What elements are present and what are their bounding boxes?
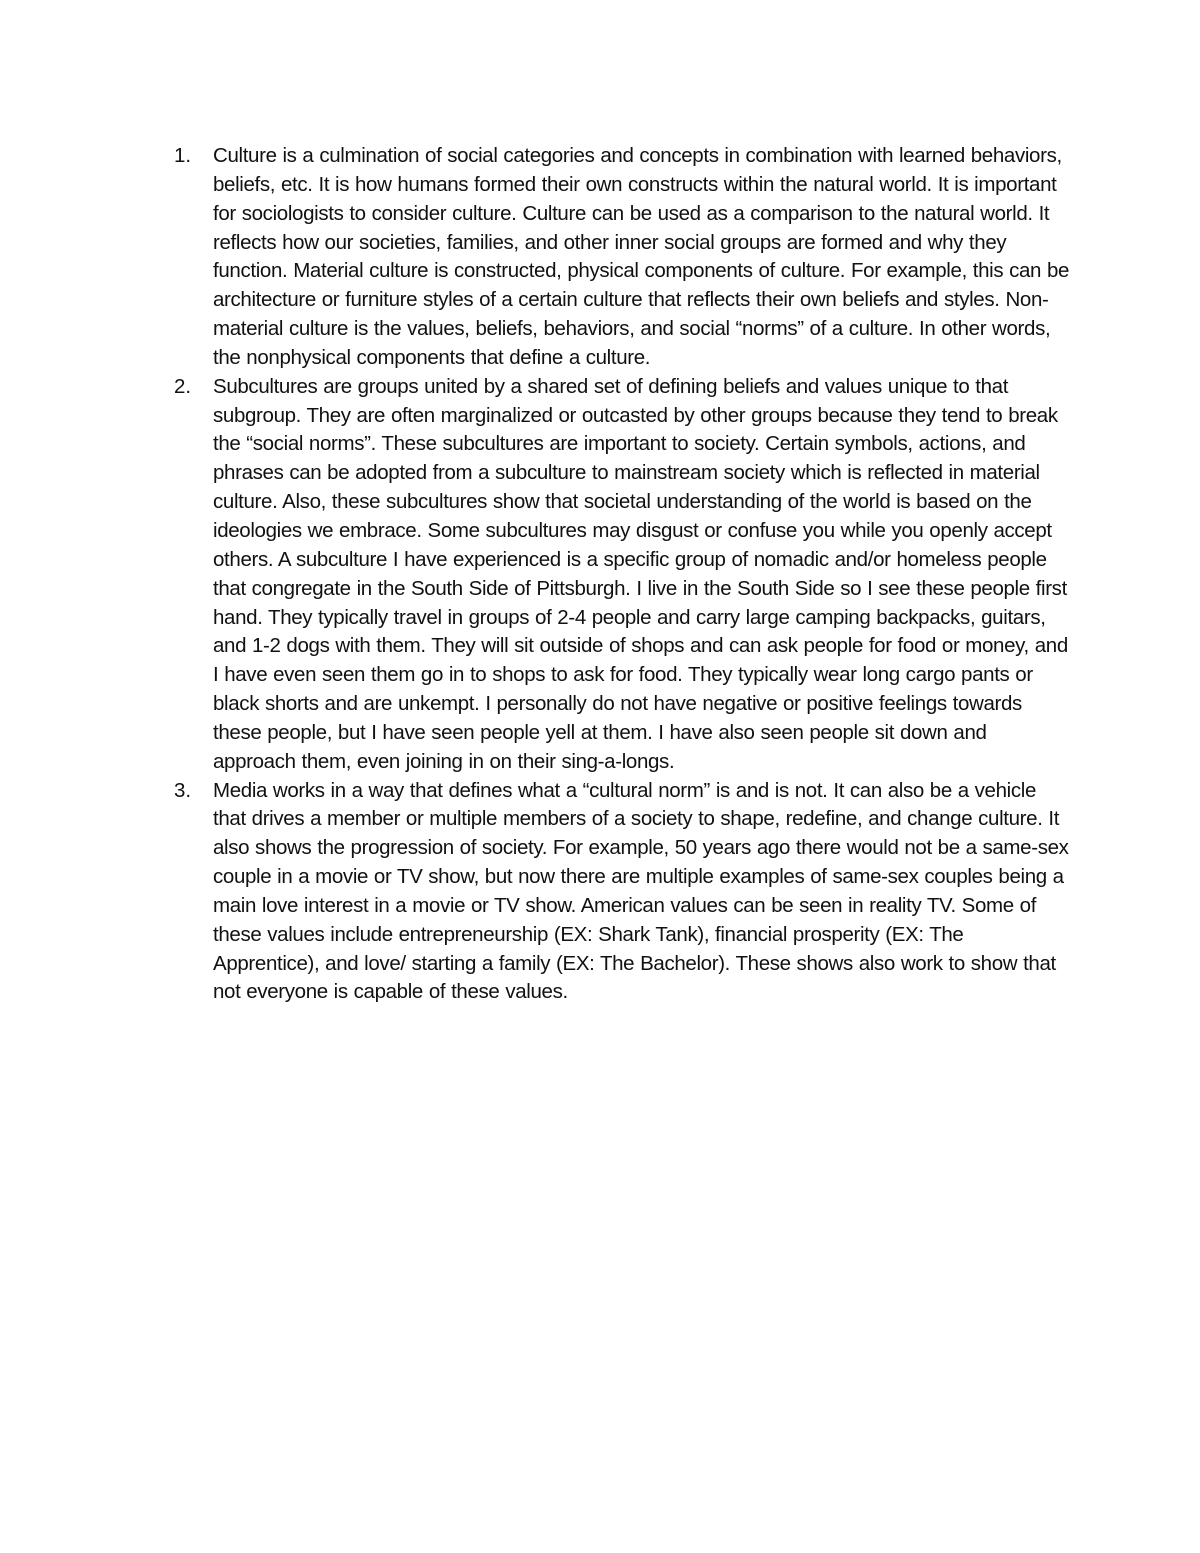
- item-number: 3.: [174, 778, 192, 802]
- item-number: 1.: [174, 144, 192, 167]
- list-item: [172, 373, 1072, 777]
- list-item: [172, 142, 1072, 373]
- item-number: 2.: [174, 374, 192, 398]
- item-text: Subcultures are groups united by a shared set of defining beliefs and values unique to that subgroup. They are often marginalized or outcasted by other groups because they tend to break the “social norms”. These subcultures are important to society. Certain symbols, actions, and phrases can be adopted from a subculture to mainstream society which is reflected in material culture. Also, these subcultures show that societal understanding of the world is based on the ideologies we embrace. Some subcultures may disgust or confuse you while you openly accept others. A subculture I have experienced is a specific group of nomadic and/or homeless people that congregate in the South Side of Pittsburgh. I live in the South Side so I see these people first hand. They typically travel in groups of 2-4 people and carry large camping backpacks, guitars, and 1-2 dogs with them. They will sit outside of shops and can ask people for food or money, and I have even seen them go in to shops to ask for food. They typically wear long cargo pants or black shorts and are unkempt. I personally do not have negative or positive feelings towards these people, but I have seen people yell at them. I have also seen people sit down and approach them, even joining in on their sing-a-longs.: [213, 374, 1068, 773]
- item-text: Culture is a culmination of social categories and concepts in combination with learned behaviors, beliefs, etc. It is how humans formed their own constructs within the natural world. It is important for sociologists to consider culture. Culture can be used as a comparison to the natural world. It reflects how our societies, families, and other inner social groups are formed and why they function. Material culture is constructed, physical components of culture. For example, this can be architecture or furniture styles of a certain culture that reflects their own beliefs and styles. Non-material culture is the values, beliefs, behaviors, and social “norms” of a culture. In other words, the nonphysical components that define a culture.: [213, 144, 1070, 369]
- list-item: [172, 777, 1072, 1008]
- answer-list: [172, 142, 1072, 1007]
- item-text: Media works in a way that defines what a “cultural norm” is and is not. It can also be a vehicle that drives a member or multiple members of a society to shape, redefine, and change culture. It also shows the progression of society. For example, 50 years ago there would not be a same-sex couple in a movie or TV show, but now there are multiple examples of same-sex couples being a main love interest in a movie or TV show. American values can be seen in reality TV. Some of these values include entrepreneurship (EX: Shark Tank), financial prosperity (EX: The Apprentice), and love/ starting a family (EX: The Bachelor). These shows also work to show that not everyone is capable of these values.: [213, 778, 1069, 1004]
